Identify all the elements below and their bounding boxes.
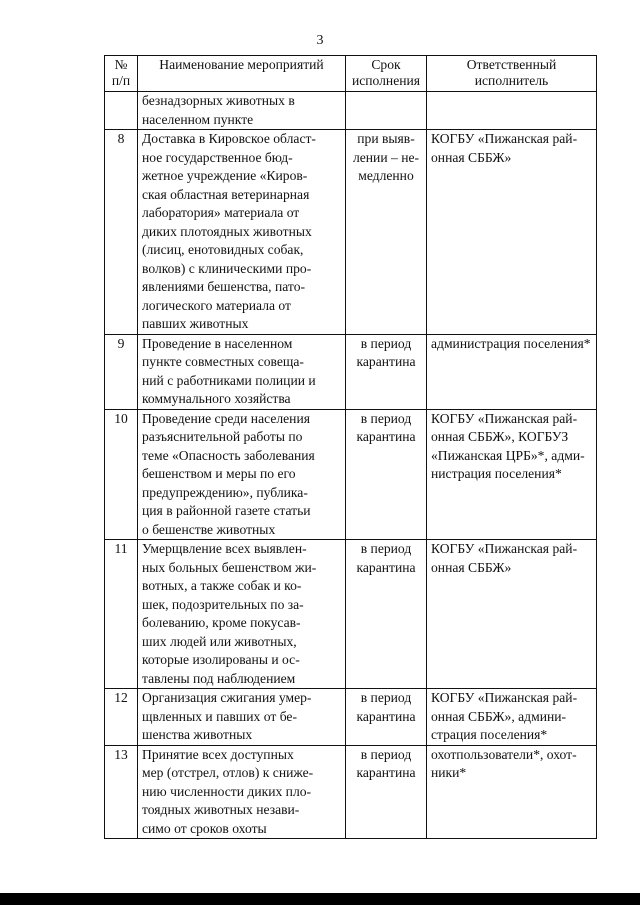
- measure-name-cell: [138, 130, 346, 335]
- term-line: медленно: [358, 168, 414, 183]
- measure-name-line: болеванию, кроме покусав-: [142, 615, 301, 630]
- table-row: [105, 409, 597, 540]
- page-number: 3: [316, 33, 324, 48]
- responsible-line: КОГБУ «Пижанская рай-: [431, 541, 578, 556]
- responsible-line: онная СББЖ»: [431, 149, 512, 165]
- measure-name-line: предупреждению», публика-: [142, 484, 308, 500]
- measure-name-line: коммунального хозяйства: [142, 391, 291, 406]
- table-row: [105, 92, 597, 130]
- table-row: [105, 745, 597, 839]
- responsible-cell: [427, 130, 597, 335]
- measure-name-line: ных больных бешенством жи-: [142, 559, 317, 575]
- header-resp: [427, 56, 597, 92]
- row-number: 11: [105, 540, 138, 689]
- responsible-line: охотпользователи*, охот-: [431, 746, 577, 762]
- table-body: [105, 92, 597, 839]
- header-num: [105, 56, 138, 92]
- measure-name-line: разъяснительной работы по: [142, 429, 303, 444]
- responsible-line: администрация поселения*: [431, 335, 591, 351]
- scan-edge-bar: [0, 893, 640, 905]
- measure-name-line: (лисиц, енотовидных собак,: [142, 242, 304, 257]
- measure-name-line: диких плотоядных животных: [142, 223, 312, 239]
- term-line: в период: [360, 541, 412, 556]
- header-num-line: №: [114, 57, 128, 72]
- measure-name-line: лаборатория» материала от: [142, 205, 300, 220]
- responsible-line: нистрация поселения*: [431, 466, 562, 481]
- responsible-line: онная СББЖ»: [431, 559, 512, 575]
- measure-name-line: щвленных и павших от бе-: [142, 708, 297, 724]
- responsible-line: онная СББЖ», КОГБУЗ: [431, 429, 569, 444]
- measure-name-line: ция в районной газете статьи: [142, 503, 311, 518]
- responsible-line: КОГБУ «Пижанская рай-: [431, 410, 578, 426]
- measure-name-line: шенства животных: [142, 727, 253, 742]
- row-number: 9: [105, 334, 138, 409]
- measure-name-cell: [138, 334, 346, 409]
- term-line: карантина: [356, 559, 416, 575]
- term-line: в период: [360, 410, 412, 426]
- term-cell: [346, 130, 427, 335]
- responsible-cell: [427, 334, 597, 409]
- term-line: карантина: [356, 765, 416, 780]
- responsible-line: КОГБУ «Пижанская рай-: [431, 690, 578, 705]
- responsible-line: «Пижанская ЦРБ»*, адми-: [431, 447, 585, 463]
- measure-name-line: логического материала от: [142, 297, 291, 313]
- measure-name-line: Проведение в населенном: [142, 335, 293, 351]
- measure-name-line: вотных, а также собак и ко-: [142, 578, 302, 593]
- measure-name-line: нию численности диких пло-: [142, 783, 312, 799]
- table-header-row: [105, 56, 597, 92]
- measure-name-line: тоядных животных незави-: [142, 802, 300, 817]
- term-line: в период: [360, 690, 412, 705]
- term-line: в период: [360, 335, 412, 351]
- responsible-line: страция поселения*: [431, 727, 548, 742]
- measure-name-line: явлениями бешенства, пато-: [142, 279, 306, 294]
- row-number: [105, 92, 138, 130]
- measure-name-line: теме «Опасность заболевания: [142, 447, 315, 463]
- responsible-line: ники*: [431, 765, 467, 780]
- row-number: 13: [105, 745, 138, 839]
- measure-name-line: бешенством и меры по его: [142, 466, 296, 481]
- header-name-line: Наименование мероприятий: [159, 57, 324, 72]
- measure-name-line: безнадзорных животных в: [142, 93, 295, 108]
- term-cell: [346, 409, 427, 540]
- measure-name-line: волков) с клиническими про-: [142, 260, 312, 276]
- measure-name-line: Принятие всех доступных: [142, 746, 294, 762]
- term-line: в период: [360, 746, 412, 762]
- responsible-cell: [427, 540, 597, 689]
- measure-name-line: населенном пункте: [142, 111, 254, 127]
- measure-name-line: Доставка в Кировское област-: [142, 131, 316, 146]
- measure-name-line: которые изолированы и ос-: [142, 652, 300, 667]
- measure-name-line: Проведение среди населения: [142, 410, 310, 426]
- measure-name-line: ская областная ветеринарная: [142, 186, 310, 202]
- responsible-line: КОГБУ «Пижанская рай-: [431, 131, 578, 146]
- row-number: 12: [105, 689, 138, 746]
- term-line: карантина: [356, 708, 416, 724]
- header-term-line: Срок: [371, 57, 401, 72]
- header-name: [138, 56, 346, 92]
- term-cell: [346, 745, 427, 839]
- header-resp-line: Ответственный: [466, 57, 557, 72]
- responsible-line: онная СББЖ», админи-: [431, 708, 567, 724]
- measure-name-line: симо от сроков охоты: [142, 820, 267, 836]
- measure-name-cell: [138, 745, 346, 839]
- row-number: 10: [105, 409, 138, 540]
- measure-name-cell: [138, 92, 346, 130]
- header-term-line: исполнения: [351, 73, 421, 88]
- measure-name-line: тавлены под наблюдением: [142, 670, 296, 686]
- header-term: [346, 56, 427, 92]
- responsible-cell: [427, 745, 597, 839]
- header-num-line: п/п: [111, 73, 131, 88]
- table-row: [105, 540, 597, 689]
- measure-name-line: ний с работниками полиции и: [142, 372, 316, 388]
- term-line: карантина: [356, 354, 416, 369]
- measure-name-line: мер (отстрел, отлов) к сниже-: [142, 765, 314, 780]
- responsible-cell: [427, 689, 597, 746]
- term-cell: [346, 334, 427, 409]
- measures-table: [104, 55, 597, 839]
- row-number: 8: [105, 130, 138, 335]
- term-line: лении – не-: [352, 149, 420, 165]
- term-line: при выяв-: [357, 131, 415, 146]
- header-resp-line: исполнитель: [474, 73, 549, 88]
- responsible-cell: [427, 92, 597, 130]
- measure-name-cell: [138, 689, 346, 746]
- measure-name-cell: [138, 409, 346, 540]
- measure-name-line: Организация сжигания умер-: [142, 690, 312, 705]
- measure-name-line: о бешенстве животных: [142, 521, 276, 537]
- table-row: [105, 689, 597, 746]
- measure-name-line: ное государственное бюд-: [142, 149, 293, 165]
- table-row: [105, 130, 597, 335]
- term-cell: [346, 92, 427, 130]
- table-row: [105, 334, 597, 409]
- term-cell: [346, 540, 427, 689]
- measure-name-line: ших людей или животных,: [142, 633, 297, 649]
- measure-name-cell: [138, 540, 346, 689]
- measure-name-line: пункте совместных совеща-: [142, 354, 304, 369]
- term-line: карантина: [356, 429, 416, 444]
- measure-name-line: павших животных: [142, 316, 249, 331]
- measure-name-line: шек, подозрительных по за-: [142, 596, 304, 612]
- measure-name-line: жетное учреждение «Киров-: [142, 168, 308, 183]
- term-cell: [346, 689, 427, 746]
- responsible-cell: [427, 409, 597, 540]
- measure-name-line: Умерщвление всех выявлен-: [142, 541, 307, 556]
